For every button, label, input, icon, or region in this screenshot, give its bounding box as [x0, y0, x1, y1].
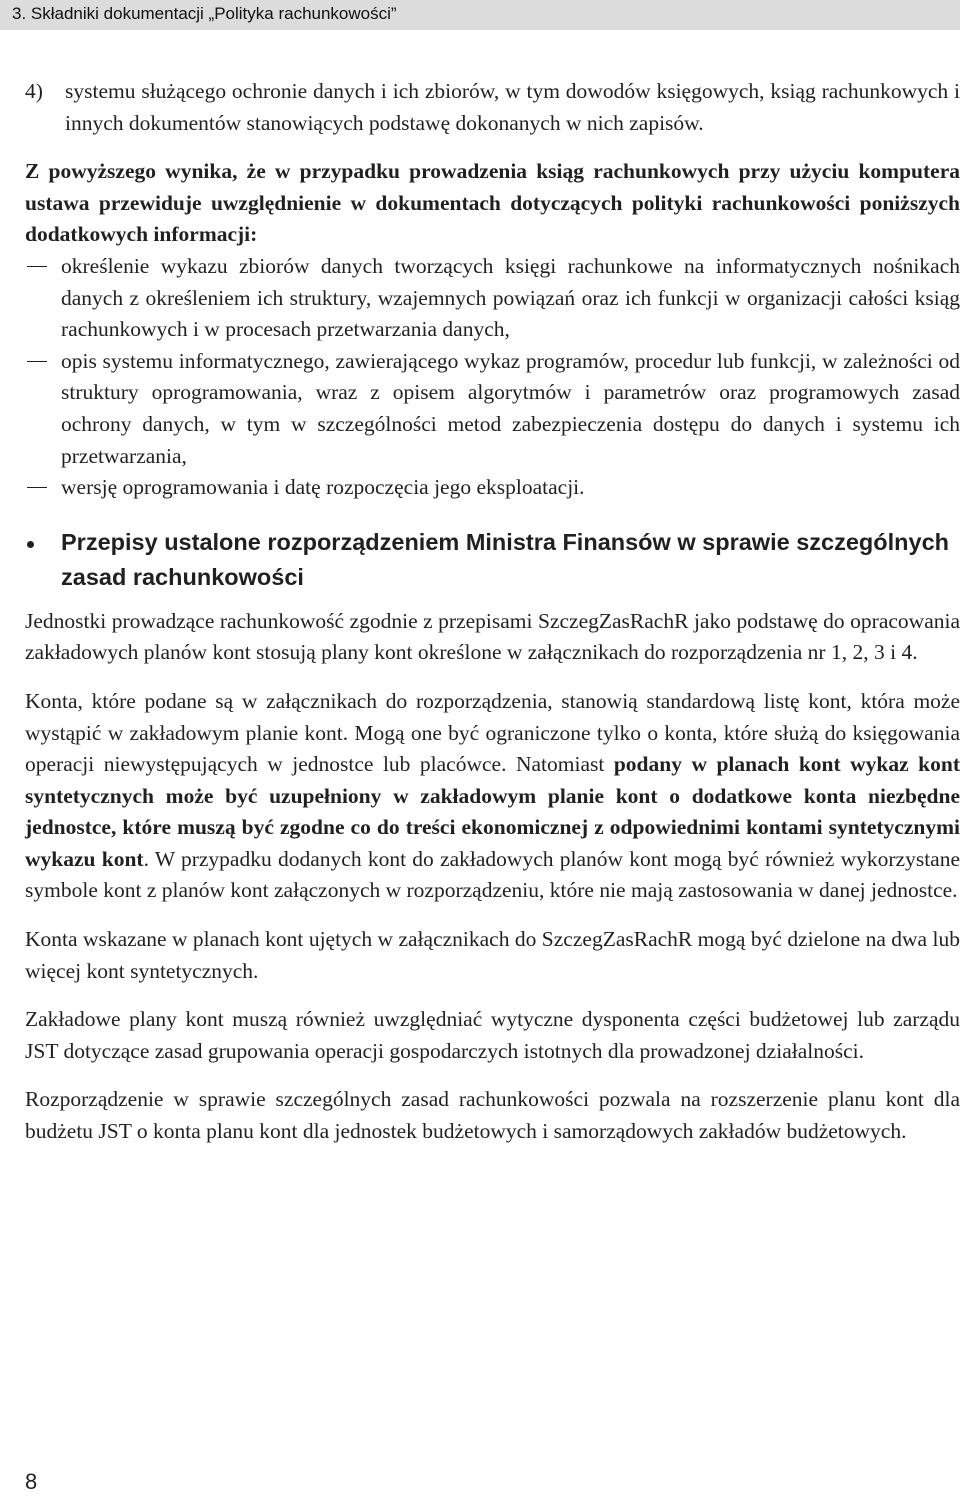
dash-marker-icon: [27, 266, 47, 267]
intro-bold-paragraph: Z powyższego wynika, że w przypadku prowadzenia ksiąg rachunkowych przy użyciu komputera ustawa przewiduje uwzględnienie w dokumentach dotyczących polityki rachunkowości poniższych dodatkowych informacji:: [25, 159, 960, 247]
dash-list-item: [25, 472, 960, 504]
dash-list-item-text: określenie wykazu zbiorów danych tworzących księgi rachunkowe na informatycznych nośnikach danych z określeniem ich struktury, wzajemnych powiązań oraz ich funkcji w organizacji całości ksiąg rachunkowych i w procesach przetwarzania danych,: [61, 253, 960, 342]
dash-list-item: [25, 346, 960, 472]
paragraph-2: [25, 686, 960, 907]
paragraph-1: Jednostki prowadzące rachunkowość zgodnie z przepisami SzczegZasRachR jako podstawę do opracowania zakładowych planów kont stosują plany kont określone w załącznikach do rozporządzenia nr 1, 2, 3 i 4.: [25, 608, 960, 665]
paragraph-4: Zakładowe plany kont muszą również uwzględniać wytyczne dysponenta części budżetowej lub zarządu JST dotyczące zasad grupowania operacji gospodarczych istotnych dla prowadzonej działalności.: [25, 1007, 960, 1063]
dash-list: [25, 251, 960, 504]
paragraph-2-bold: podany w planach kont wykaz kont syntetycznych może być uzupełniony w zakładowym planie kont o dodatkowe konta niezbędne jednostce, które muszą być zgodne co do treści ekonomicznej z odpowiednimi kontami syntetycznymi wykazu kont: [25, 752, 960, 871]
chapter-header-band: [0, 0, 960, 30]
paragraph-2-start: Konta, które podane są w załącznikach do rozporządzenia, stanowią standardową listę kont, która może wystąpić w zakładowym planie kont. Mogą one być ograniczone tylko o konta, które służą do księgowania operacji niewystępujących w jednostce lub placówce. Natomiast: [25, 688, 960, 777]
paragraph-2-end: . W przypadku dodanych kont do zakładowych planów kont mogą być również wykorzystane symbole kont z planów kont załączonych w rozporządzeniu, które nie mają zastosowania w danej jednostce.: [25, 846, 960, 903]
bullet-icon: [27, 541, 34, 548]
section-heading: [25, 525, 960, 595]
list-item-4: [25, 76, 960, 139]
paragraph-5: Rozporządzenie w sprawie szczególnych zasad rachunkowości pozwala na rozszerzenie planu kont dla budżetu JST o konta planu kont dla jednostek budżetowych i samorządowych zakładów budżetowych.: [25, 1087, 960, 1144]
page-number: 8: [25, 1469, 38, 1494]
dash-list-item-text: wersję oprogramowania i datę rozpoczęcia jego eksploatacji.: [61, 475, 585, 500]
chapter-header-title: 3. Składniki dokumentacji „Polityka rachunkowości”: [12, 4, 397, 23]
dash-marker-icon: [27, 487, 47, 488]
dash-list-item-text: opis systemu informatycznego, zawierającego wykaz programów, procedur lub funkcji, w zależności od struktury oprogramowania, wraz z opisem algorytmów i parametrów oraz programowych zasad ochrony danych, w tym w szczególności metod zabezpieczenia dostępu do danych i systemu ich przetwarzania,: [61, 348, 960, 468]
section-title: Przepisy ustalone rozporządzeniem Ministra Finansów w sprawie szczególnych zasad rachunkowości: [61, 528, 949, 590]
list-item-number: 4): [25, 79, 43, 103]
dash-marker-icon: [27, 361, 47, 362]
page-content: [25, 76, 960, 1165]
list-item-text: systemu służącego ochronie danych i ich zbiorów, w tym dowodów księgowych, ksiąg rachunkowych i innych dokumentów stanowiących podstawę dokonanych w nich zapisów.: [65, 79, 960, 135]
dash-list-item: [25, 251, 960, 346]
paragraph-3: Konta wskazane w planach kont ujętych w załącznikach do SzczegZasRachR mogą być dzielone na dwa lub więcej kont syntetycznych.: [25, 927, 960, 983]
